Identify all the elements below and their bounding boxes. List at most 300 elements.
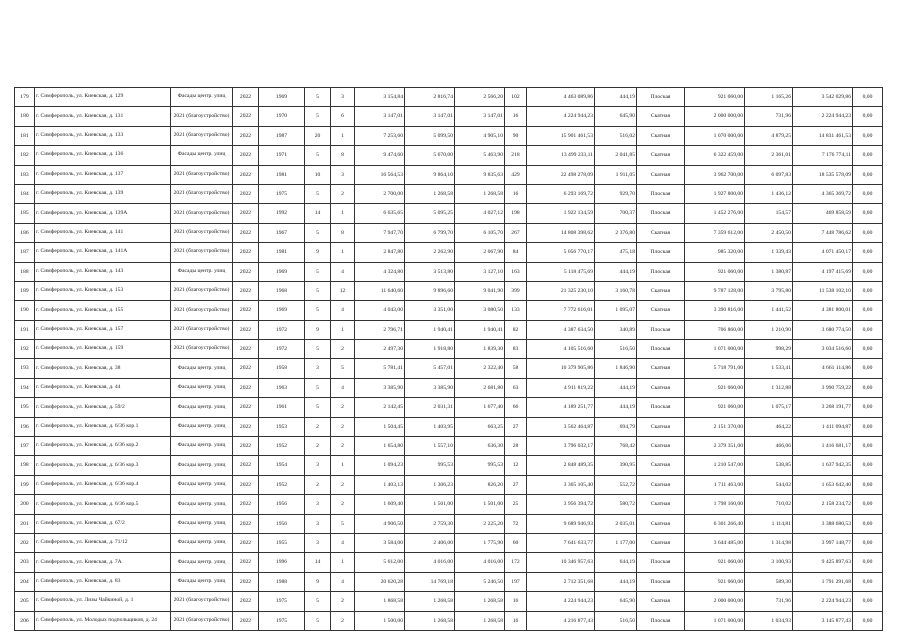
table-row <box>15 223 883 242</box>
address-cell: г. Симферополь, ул. Киевская, д. 141А <box>35 243 171 262</box>
cost-part2-cell: 731,96 <box>745 107 793 126</box>
floors-cell: 5 <box>305 340 331 359</box>
living-area-cell: 5 457,01 <box>405 359 455 378</box>
residents-cell: 399 <box>505 281 527 300</box>
final-value-cell: 0,00 <box>853 475 883 494</box>
build-year-cell: 1954 <box>259 456 305 475</box>
cost-part3-cell: 4 381 800,01 <box>793 301 853 320</box>
build-year-cell: 1988 <box>259 572 305 591</box>
cost-part3-cell: 469 858,59 <box>793 204 853 223</box>
row-number: 191 <box>15 320 35 339</box>
plan-year-cell: 2022 <box>233 456 259 475</box>
residential-area-cell: 995,53 <box>455 456 505 475</box>
entrances-cell: 1 <box>331 243 355 262</box>
total-cost-cell: 3 796 032,17 <box>527 437 595 456</box>
plan-year-cell: 2022 <box>233 611 259 630</box>
residents-cell: 90 <box>505 126 527 145</box>
table-row <box>15 475 883 494</box>
plan-year-cell: 2022 <box>233 553 259 572</box>
residential-area-cell: 636,30 <box>455 437 505 456</box>
table-row <box>15 107 883 126</box>
total-area-cell: 3 584,00 <box>355 533 405 552</box>
roof-type-cell: Скатная <box>637 165 685 184</box>
cost-part3-cell: 2 224 944,23 <box>793 107 853 126</box>
living-area-cell: 3 351,00 <box>405 301 455 320</box>
roof-type-cell: Скатная <box>637 301 685 320</box>
living-area-cell: 1 403,95 <box>405 417 455 436</box>
residents-cell: 25 <box>505 495 527 514</box>
living-area-cell: 9 864,10 <box>405 165 455 184</box>
entrances-cell: 8 <box>331 223 355 242</box>
final-value-cell: 0,00 <box>853 88 883 107</box>
cost-per-m2-cell: 694,79 <box>595 417 637 436</box>
cost-part1-cell: 2 000 000,00 <box>685 592 745 611</box>
address-cell: г. Симферополь, ул. Киевская, д. 137 <box>35 165 171 184</box>
cost-per-m2-cell: 340,89 <box>595 320 637 339</box>
plan-year-cell: 2022 <box>233 146 259 165</box>
floors-cell: 3 <box>305 514 331 533</box>
roof-type-cell: Скатная <box>637 592 685 611</box>
address-cell: г. Симферополь, ул. Молодых подпольщиков, д. 24 <box>35 611 171 630</box>
row-number: 179 <box>15 88 35 107</box>
residential-area-cell: 9 835,63 <box>455 165 505 184</box>
address-cell: г. Симферополь, ул. Киевская, д. 157 <box>35 320 171 339</box>
cost-per-m2-cell: 580,72 <box>595 495 637 514</box>
work-type-cell: Фасады центр. улиц <box>171 417 233 436</box>
cost-part3-cell: 7 448 786,62 <box>793 223 853 242</box>
work-type-cell: Фасады центр. улиц <box>171 378 233 397</box>
build-year-cell: 1981 <box>259 165 305 184</box>
cost-part1-cell: 1 071 000,00 <box>685 611 745 630</box>
residents-cell: 16 <box>505 107 527 126</box>
cost-part1-cell: 3 962 700,00 <box>685 165 745 184</box>
cost-part3-cell: 1 637 942,35 <box>793 456 853 475</box>
floors-cell: 14 <box>305 553 331 572</box>
residential-area-cell: 5 246,50 <box>455 572 505 591</box>
residential-area-cell: 2 322,40 <box>455 359 505 378</box>
residents-cell: 16 <box>505 611 527 630</box>
cost-part3-cell: 1 791 291,68 <box>793 572 853 591</box>
work-type-cell: 2021 (благоустройство) <box>171 611 233 630</box>
cost-part2-cell: 710,02 <box>745 495 793 514</box>
total-cost-cell: 5 118 475,69 <box>527 262 595 281</box>
cost-part2-cell: 1 380,87 <box>745 262 793 281</box>
roof-type-cell: Плоская <box>637 611 685 630</box>
cost-part1-cell: 9 787 128,00 <box>685 281 745 300</box>
residential-area-cell: 4 016,00 <box>455 553 505 572</box>
work-type-cell: Фасады центр. улиц <box>171 456 233 475</box>
cost-part1-cell: 1 210 547,00 <box>685 456 745 475</box>
cost-part1-cell: 6 301 266,40 <box>685 514 745 533</box>
total-area-cell: 16 564,53 <box>355 165 405 184</box>
address-cell: г. Симферополь, ул. Киевская, д. 143 <box>35 262 171 281</box>
work-type-cell: 2021 (благоустройство) <box>171 126 233 145</box>
work-type-cell: Фасады центр. улиц <box>171 262 233 281</box>
build-year-cell: 1952 <box>259 475 305 494</box>
final-value-cell: 0,00 <box>853 243 883 262</box>
entrances-cell: 3 <box>331 88 355 107</box>
living-area-cell: 3 147,01 <box>405 107 455 126</box>
entrances-cell: 1 <box>331 126 355 145</box>
floors-cell: 5 <box>305 88 331 107</box>
residents-cell: 429 <box>505 165 527 184</box>
row-number: 201 <box>15 514 35 533</box>
floors-cell: 5 <box>305 223 331 242</box>
cost-part2-cell: 6 097,83 <box>745 165 793 184</box>
living-area-cell: 4 016,00 <box>405 553 455 572</box>
residential-area-cell: 3 127,10 <box>455 262 505 281</box>
total-area-cell: 7 253,60 <box>355 126 405 145</box>
address-cell: г. Симферополь, ул. Киевская, д. 139А <box>35 204 171 223</box>
floors-cell: 9 <box>305 243 331 262</box>
living-area-cell: 1 268,58 <box>405 611 455 630</box>
cost-per-m2-cell: 3 160,78 <box>595 281 637 300</box>
cost-part1-cell: 2 151 370,00 <box>685 417 745 436</box>
residential-area-cell: 6 105,70 <box>455 223 505 242</box>
roof-type-cell: Скатная <box>637 126 685 145</box>
build-year-cell: 1971 <box>259 146 305 165</box>
total-cost-cell: 2 712 351,68 <box>527 572 595 591</box>
roof-type-cell: Плоская <box>637 398 685 417</box>
cost-part2-cell: 1 533,41 <box>745 359 793 378</box>
cost-part2-cell: 4 879,25 <box>745 126 793 145</box>
final-value-cell: 0,00 <box>853 514 883 533</box>
table-row <box>15 301 883 320</box>
cost-per-m2-cell: 2 376,80 <box>595 223 637 242</box>
total-area-cell: 9 474,60 <box>355 146 405 165</box>
living-area-cell: 1 940,41 <box>405 320 455 339</box>
total-cost-cell: 4 463 089,86 <box>527 88 595 107</box>
cost-part1-cell: 921 060,00 <box>685 88 745 107</box>
cost-part1-cell: 985 320,00 <box>685 243 745 262</box>
cost-part2-cell: 3 100,93 <box>745 553 793 572</box>
plan-year-cell: 2022 <box>233 204 259 223</box>
living-area-cell: 5 670,00 <box>405 146 455 165</box>
cost-part1-cell: 1 711 463,00 <box>685 475 745 494</box>
row-number: 184 <box>15 184 35 203</box>
residents-cell: 163 <box>505 262 527 281</box>
total-cost-cell: 4 216 877,43 <box>527 611 595 630</box>
residents-cell: 72 <box>505 514 527 533</box>
work-type-cell: Фасады центр. улиц <box>171 514 233 533</box>
address-cell: г. Симферополь, ул. Киевская, д. 131 <box>35 107 171 126</box>
table-row <box>15 320 883 339</box>
work-type-cell: Фасады центр. улиц <box>171 553 233 572</box>
roof-type-cell: Скатная <box>637 495 685 514</box>
table-row <box>15 398 883 417</box>
entrances-cell: 4 <box>331 378 355 397</box>
build-year-cell: 1975 <box>259 184 305 203</box>
total-area-cell: 1 868,58 <box>355 592 405 611</box>
plan-year-cell: 2022 <box>233 223 259 242</box>
residential-area-cell: 2 566,20 <box>455 88 505 107</box>
cost-part2-cell: 1 436,12 <box>745 184 793 203</box>
living-area-cell: 2 406,00 <box>405 533 455 552</box>
entrances-cell: 4 <box>331 533 355 552</box>
floors-cell: 5 <box>305 184 331 203</box>
total-cost-cell: 4 189 251,77 <box>527 398 595 417</box>
total-cost-cell: 7 641 633,77 <box>527 533 595 552</box>
entrances-cell: 6 <box>331 107 355 126</box>
cost-per-m2-cell: 2 035,01 <box>595 514 637 533</box>
residential-area-cell: 1 775,90 <box>455 533 505 552</box>
final-value-cell: 0,00 <box>853 146 883 165</box>
residential-area-cell: 9 041,90 <box>455 281 505 300</box>
row-number: 193 <box>15 359 35 378</box>
total-area-cell: 4 043,00 <box>355 301 405 320</box>
roof-type-cell: Плоская <box>637 204 685 223</box>
living-area-cell: 2 262,90 <box>405 243 455 262</box>
row-number: 203 <box>15 553 35 572</box>
cost-per-m2-cell: 645,90 <box>595 592 637 611</box>
cost-part1-cell: 921 060,00 <box>685 262 745 281</box>
residents-cell: 63 <box>505 378 527 397</box>
build-year-cell: 1955 <box>259 533 305 552</box>
address-cell: г. Симферополь, ул. Киевская, д. 71/12 <box>35 533 171 552</box>
floors-cell: 5 <box>305 107 331 126</box>
total-cost-cell: 3 956 394,72 <box>527 495 595 514</box>
cost-part3-cell: 7 176 774,11 <box>793 146 853 165</box>
roof-type-cell: Плоская <box>637 553 685 572</box>
floors-cell: 14 <box>305 204 331 223</box>
floors-cell: 2 <box>305 417 331 436</box>
build-year-cell: 1961 <box>259 398 305 417</box>
build-year-cell: 1956 <box>259 495 305 514</box>
entrances-cell: 1 <box>331 320 355 339</box>
table-row <box>15 126 883 145</box>
cost-part1-cell: 5 718 791,00 <box>685 359 745 378</box>
build-year-cell: 1967 <box>259 223 305 242</box>
cost-part1-cell: 1 071 000,00 <box>685 340 745 359</box>
cost-part3-cell: 14 831 461,53 <box>793 126 853 145</box>
cost-per-m2-cell: 929,70 <box>595 184 637 203</box>
cost-per-m2-cell: 475,18 <box>595 243 637 262</box>
plan-year-cell: 2022 <box>233 281 259 300</box>
work-type-cell: Фасады центр. улиц <box>171 398 233 417</box>
table-row <box>15 281 883 300</box>
cost-part3-cell: 1 411 094,87 <box>793 417 853 436</box>
final-value-cell: 0,00 <box>853 611 883 630</box>
entrances-cell: 5 <box>331 359 355 378</box>
roof-type-cell: Скатная <box>637 533 685 552</box>
living-area-cell: 6 799,70 <box>405 223 455 242</box>
residents-cell: 218 <box>505 146 527 165</box>
cost-per-m2-cell: 444,19 <box>595 262 637 281</box>
cost-part2-cell: 464,22 <box>745 417 793 436</box>
cost-part3-cell: 2 158 234,72 <box>793 495 853 514</box>
work-type-cell: Фасады центр. улиц <box>171 533 233 552</box>
table-row <box>15 340 883 359</box>
roof-type-cell: Скатная <box>637 146 685 165</box>
total-cost-cell: 14 808 398,62 <box>527 223 595 242</box>
table-row <box>15 88 883 107</box>
plan-year-cell: 2022 <box>233 437 259 456</box>
cost-per-m2-cell: 1 846,90 <box>595 359 637 378</box>
floors-cell: 2 <box>305 475 331 494</box>
roof-type-cell: Скатная <box>637 437 685 456</box>
plan-year-cell: 2022 <box>233 301 259 320</box>
build-year-cell: 1969 <box>259 262 305 281</box>
row-number: 196 <box>15 417 35 436</box>
final-value-cell: 0,00 <box>853 126 883 145</box>
table-row <box>15 359 883 378</box>
plan-year-cell: 2022 <box>233 572 259 591</box>
total-cost-cell: 22 498 278,09 <box>527 165 595 184</box>
total-cost-cell: 2 848 489,35 <box>527 456 595 475</box>
cost-part2-cell: 2 450,50 <box>745 223 793 242</box>
total-cost-cell: 7 772 616,01 <box>527 301 595 320</box>
cost-part2-cell: 544,02 <box>745 475 793 494</box>
entrances-cell: 4 <box>331 262 355 281</box>
cost-part1-cell: 7 359 612,00 <box>685 223 745 242</box>
work-type-cell: Фасады центр. улиц <box>171 437 233 456</box>
living-area-cell: 2 816,74 <box>405 88 455 107</box>
living-area-cell: 1 501,00 <box>405 495 455 514</box>
final-value-cell: 0,00 <box>853 320 883 339</box>
total-area-cell: 3 154,84 <box>355 88 405 107</box>
cost-part3-cell: 1 416 681,17 <box>793 437 853 456</box>
floors-cell: 3 <box>305 495 331 514</box>
plan-year-cell: 2022 <box>233 165 259 184</box>
floors-cell: 5 <box>305 146 331 165</box>
cost-per-m2-cell: 768,42 <box>595 437 637 456</box>
entrances-cell: 8 <box>331 146 355 165</box>
living-area-cell: 5 095,25 <box>405 204 455 223</box>
total-cost-cell: 21 325 230,10 <box>527 281 595 300</box>
residents-cell: 60 <box>505 533 527 552</box>
address-cell: г. Симферополь, ул. Киевская, д. 159 <box>35 340 171 359</box>
address-cell: г. Симферополь, ул. Киевская, д. 155 <box>35 301 171 320</box>
residents-cell: 197 <box>505 572 527 591</box>
build-year-cell: 1987 <box>259 126 305 145</box>
plan-year-cell: 2022 <box>233 378 259 397</box>
cost-per-m2-cell: 1 911,05 <box>595 165 637 184</box>
plan-year-cell: 2022 <box>233 184 259 203</box>
residential-area-cell: 2 067,90 <box>455 243 505 262</box>
cost-part3-cell: 2 224 944,23 <box>793 592 853 611</box>
final-value-cell: 0,00 <box>853 359 883 378</box>
total-area-cell: 2 700,00 <box>355 184 405 203</box>
cost-part1-cell: 1 452 276,00 <box>685 204 745 223</box>
plan-year-cell: 2022 <box>233 533 259 552</box>
cost-part3-cell: 4 071 450,17 <box>793 243 853 262</box>
floors-cell: 5 <box>305 378 331 397</box>
roof-type-cell: Плоская <box>637 243 685 262</box>
table-row <box>15 378 883 397</box>
residents-cell: 66 <box>505 398 527 417</box>
address-cell: г. Симферополь, ул. Киевская, д. 139 <box>35 184 171 203</box>
cost-part2-cell: 1 441,52 <box>745 301 793 320</box>
total-area-cell: 20 620,28 <box>355 572 405 591</box>
floors-cell: 3 <box>305 533 331 552</box>
residents-cell: 102 <box>505 88 527 107</box>
plan-year-cell: 2022 <box>233 340 259 359</box>
living-area-cell: 1 268,58 <box>405 592 455 611</box>
total-area-cell: 11 640,60 <box>355 281 405 300</box>
residents-cell: 198 <box>505 204 527 223</box>
cost-part3-cell: 11 538 102,10 <box>793 281 853 300</box>
table-row <box>15 592 883 611</box>
roof-type-cell: Скатная <box>637 514 685 533</box>
address-cell: г. Симферополь, ул. Киевская, д. 7А <box>35 553 171 572</box>
total-area-cell: 5 612,00 <box>355 553 405 572</box>
plan-year-cell: 2022 <box>233 262 259 281</box>
final-value-cell: 0,00 <box>853 553 883 572</box>
work-type-cell: 2021 (благоустройство) <box>171 281 233 300</box>
build-year-cell: 1972 <box>259 320 305 339</box>
residents-cell: 84 <box>505 243 527 262</box>
cost-part3-cell: 3 034 516,60 <box>793 340 853 359</box>
cost-per-m2-cell: 444,19 <box>595 88 637 107</box>
cost-per-m2-cell: 552,72 <box>595 475 637 494</box>
build-year-cell: 1958 <box>259 359 305 378</box>
plan-year-cell: 2022 <box>233 417 259 436</box>
table-row <box>15 456 883 475</box>
floors-cell: 3 <box>305 359 331 378</box>
total-area-cell: 1 094,23 <box>355 456 405 475</box>
residents-cell: 82 <box>505 320 527 339</box>
total-area-cell: 1 500,00 <box>355 611 405 630</box>
table-row <box>15 533 883 552</box>
final-value-cell: 0,00 <box>853 572 883 591</box>
row-number: 180 <box>15 107 35 126</box>
table-row <box>15 437 883 456</box>
entrances-cell: 2 <box>331 611 355 630</box>
final-value-cell: 0,00 <box>853 592 883 611</box>
entrances-cell: 2 <box>331 437 355 456</box>
living-area-cell: 1 918,80 <box>405 340 455 359</box>
build-year-cell: 1972 <box>259 340 305 359</box>
cost-part3-cell: 18 535 578,09 <box>793 165 853 184</box>
cost-part2-cell: 538,85 <box>745 456 793 475</box>
plan-year-cell: 2022 <box>233 243 259 262</box>
residents-cell: 83 <box>505 340 527 359</box>
address-cell: г. Симферополь, ул. Киевская, д. 136 <box>35 146 171 165</box>
table-row <box>15 146 883 165</box>
cost-per-m2-cell: 645,90 <box>595 107 637 126</box>
cost-part3-cell: 3 145 877,43 <box>793 611 853 630</box>
cost-per-m2-cell: 516,02 <box>595 126 637 145</box>
table-row <box>15 165 883 184</box>
cost-part1-cell: 921 060,00 <box>685 378 745 397</box>
floors-cell: 5 <box>305 398 331 417</box>
cost-per-m2-cell: 444,19 <box>595 378 637 397</box>
roof-type-cell: Плоская <box>637 88 685 107</box>
floors-cell: 5 <box>305 281 331 300</box>
living-area-cell: 2 031,31 <box>405 398 455 417</box>
residential-area-cell: 1 839,30 <box>455 340 505 359</box>
cost-part2-cell: 731,96 <box>745 592 793 611</box>
build-year-cell: 1969 <box>259 301 305 320</box>
final-value-cell: 0,00 <box>853 533 883 552</box>
final-value-cell: 0,00 <box>853 107 883 126</box>
final-value-cell: 0,00 <box>853 378 883 397</box>
floors-cell: 5 <box>305 301 331 320</box>
entrances-cell: 4 <box>331 572 355 591</box>
floors-cell: 9 <box>305 320 331 339</box>
residential-area-cell: 1 268,58 <box>455 611 505 630</box>
plan-year-cell: 2022 <box>233 398 259 417</box>
cost-part1-cell: 2 379 351,00 <box>685 437 745 456</box>
build-year-cell: 1953 <box>259 417 305 436</box>
cost-part2-cell: 589,30 <box>745 572 793 591</box>
entrances-cell: 1 <box>331 553 355 572</box>
total-cost-cell: 4 911 819,22 <box>527 378 595 397</box>
residents-cell: 133 <box>505 301 527 320</box>
work-type-cell: Фасады центр. улиц <box>171 495 233 514</box>
total-cost-cell: 1 922 134,59 <box>527 204 595 223</box>
floors-cell: 9 <box>305 572 331 591</box>
